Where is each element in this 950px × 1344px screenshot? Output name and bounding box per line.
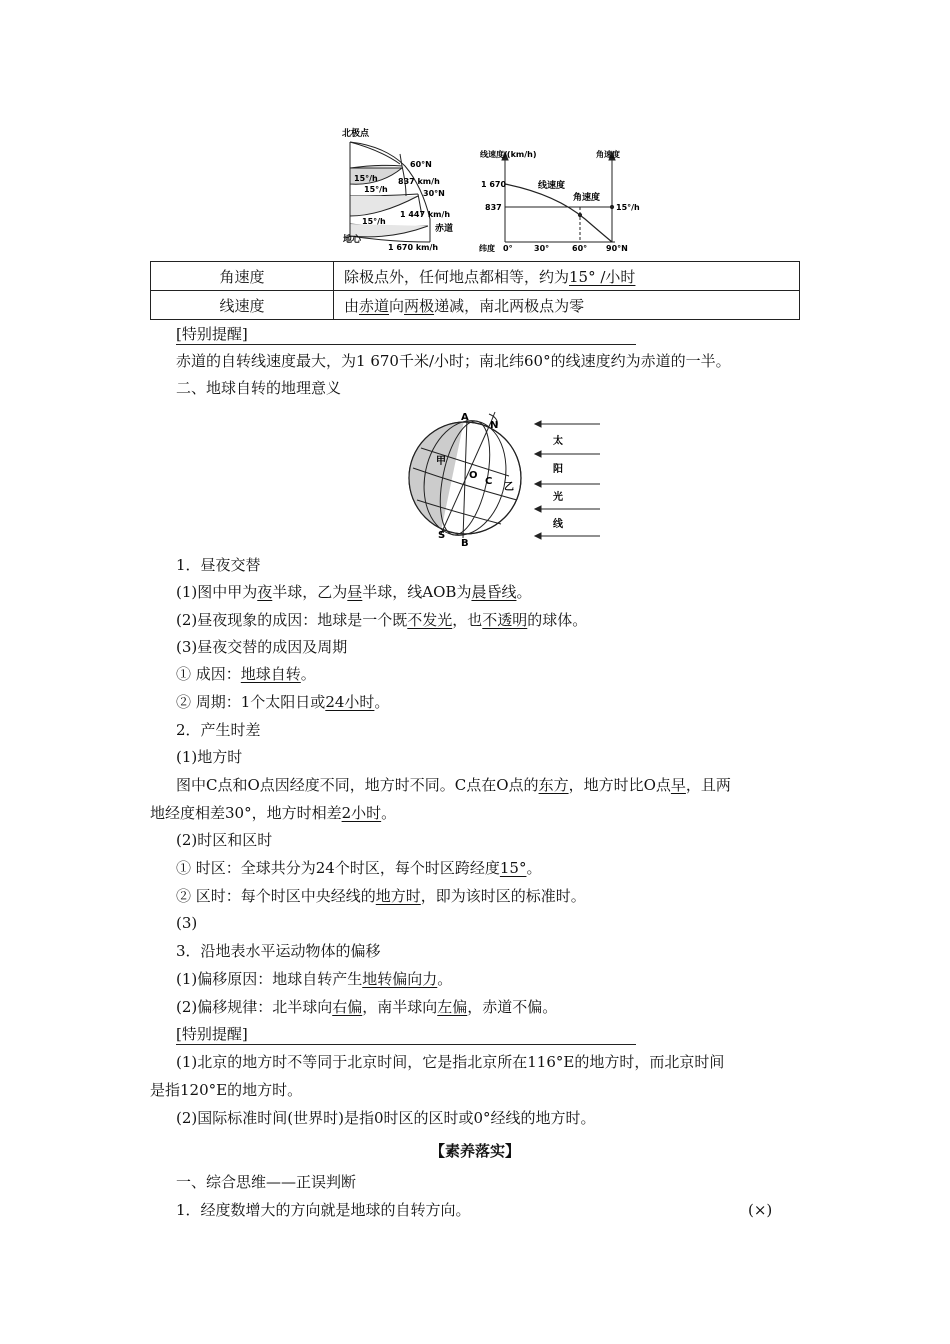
tick-x90: 90°N [606, 244, 628, 252]
label-N: N [490, 420, 499, 431]
tick-x30: 30° [534, 244, 550, 252]
section-heading: 二、地球自转的地理意义 [176, 379, 342, 397]
paragraph-line: ② 区时：每个时区中央经线的地方时，即为该时区的标准时。 [176, 887, 586, 905]
equator-label: 赤道 [435, 224, 454, 234]
paragraph-line: (1)偏移原因：地球自转产生地转偏向力。 [176, 970, 453, 988]
label-jia: 甲 [436, 456, 446, 467]
paragraph-line: (2)昼夜现象的成因：地球是一个既不发光，也不透明的球体。 [176, 611, 588, 629]
paragraph-line: (2)偏移规律：北半球向右偏，南半球向左偏，赤道不偏。 [176, 998, 558, 1016]
earth-center-label: 地心 [343, 235, 362, 245]
speed-837-label: 837 km/h [398, 177, 440, 186]
angular-value-label: 15°/h [616, 203, 640, 212]
xaxis-label: 纬度 [479, 244, 495, 252]
label-S: S [438, 530, 446, 541]
paragraph-line: (1)图中甲为夜半球，乙为昼半球，线AOB为晨昏线。 [176, 583, 532, 601]
paragraph-line: 是指120°E的地方时。 [150, 1081, 303, 1099]
tick-837: 837 [485, 203, 502, 212]
heading-deflection: 3．沿地表水平运动物体的偏移 [176, 942, 381, 960]
paragraph-line: ① 时区：全球共分为24个时区，每个时区跨经度15°。 [176, 859, 542, 877]
paragraph-line: (2)时区和区时 [176, 831, 273, 849]
paragraph-line: (1)地方时 [176, 748, 243, 766]
table-row [151, 262, 800, 291]
table-value: 由赤道向两极递减，南北两极点为零 [334, 291, 800, 320]
globe [405, 412, 521, 543]
paragraph-line: (3)昼夜交替的成因及周期 [176, 638, 348, 656]
north-pole-label: 北极点 [342, 129, 370, 139]
angular-speed-label: 角速度 [573, 193, 601, 203]
tick-1670: 1 670 [481, 180, 507, 189]
day-night-globe-figure [405, 408, 615, 548]
speed-1670-label: 1 670 km/h [388, 243, 439, 252]
special-tip-title: [特别提醒] [176, 1024, 636, 1045]
lat30-label: 30°N [423, 189, 445, 198]
heading-day-night: 1．昼夜交替 [176, 556, 261, 574]
sun-label-3: 光 [553, 492, 563, 503]
chart-y2label: 角速度 [596, 150, 620, 159]
label-C: C [485, 476, 493, 487]
paragraph-line: (3) [176, 914, 198, 932]
paragraph-line: ① 成因：地球自转。 [176, 665, 316, 683]
table-key: 线速度 [151, 291, 334, 320]
paragraph-line: ② 周期：1个太阳日或24小时。 [176, 693, 390, 711]
speed-1447-label: 1 447 km/h [400, 210, 451, 219]
speed-table [150, 261, 800, 320]
angular-label-1: 15°/h [354, 174, 378, 183]
label-B: B [461, 538, 469, 548]
earth-segment-diagram [350, 142, 430, 242]
heading-time-difference: 2．产生时差 [176, 721, 261, 739]
rotation-speed-figure [340, 124, 640, 252]
line-speed-label: 线速度 [538, 181, 566, 191]
table-row [151, 291, 800, 320]
angular-label-2: 15°/h [364, 185, 388, 194]
sun-label-2: 阳 [553, 464, 563, 475]
practice-subheading: 一、综合思维——正误判断 [176, 1173, 357, 1191]
tick-x60: 60° [572, 244, 588, 252]
label-O: O [469, 470, 478, 481]
label-A: A [461, 412, 469, 423]
sun-label-1: 太 [553, 436, 563, 447]
label-yi: 乙 [504, 482, 514, 493]
tick-x0: 0° [503, 244, 513, 252]
practice-title: 【素养落实】 [429, 1142, 520, 1160]
paragraph-line: (2)国际标准时间(世界时)是指0时区的区时或0°经线的地方时。 [176, 1109, 596, 1127]
special-tip-title: [特别提醒] [176, 324, 636, 345]
lat60-label: 60°N [410, 160, 432, 169]
paragraph-line: 图中C点和O点因经度不同，地方时不同。C点在O点的东方，地方时比O点早，且两 [176, 776, 731, 794]
paragraph-line: (1)北京的地方时不等同于北京时间，它是指北京所在116°E的地方时，而北京时间 [176, 1053, 725, 1071]
table-value: 除极点外，任何地点都相等，约为15° /小时 [334, 262, 800, 291]
question-answer: (×) [748, 1201, 773, 1219]
sunlight-arrows [535, 421, 600, 539]
chart-ylabel: 线速度/(km/h) [480, 150, 537, 159]
table-key: 角速度 [151, 262, 334, 291]
angular-label-3: 15°/h [362, 217, 386, 226]
question-item: 1．经度数增大的方向就是地球的自转方向。 [176, 1201, 471, 1219]
paragraph-line: 地经度相差30°，地方时相差2小时。 [150, 804, 397, 822]
sun-label-4: 线 [553, 519, 563, 530]
tip-text: 赤道的自转线速度最大，为1 670千米/小时；南北纬60°的线速度约为赤道的一半。 [176, 352, 731, 370]
